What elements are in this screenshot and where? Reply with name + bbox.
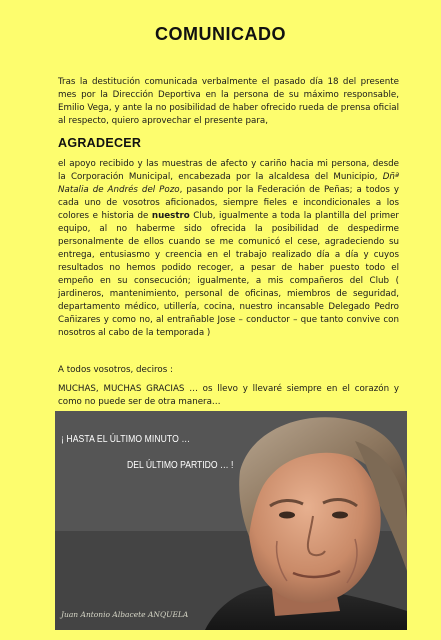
body-text-part3: Club, igualmente a toda la plantilla del primer equipo, al no haberme sido ofrecida la posibilidad de despedirme personalmente de ellos cuando se me comunicó el cese, agradeciendo su entrega, entusiasmo y creencia en el trabajo realizado día a día y cuyos resultados no hemos podido recoger, a pesar de haber puesto todo el empeño en su consecución; igualmente, a mis compañeros del Club ( jardineros, mantenimiento, personal de oficinas, miembros de seguridad, departamento médico, utillería, cocina, nuestro incansable Delegado Pedro Cañizares y como no, al entrañable Jose – conductor – que tanto convive con nosotros al cabo de la temporada ) [58, 211, 399, 338]
body-text-part1: el apoyo recibido y las muestras de afecto y cariño hacia mi persona, desde la Corporación Municipal, encabezada por la alcaldesa del Municipio, [58, 159, 399, 182]
thanks-paragraph: MUCHAS, MUCHAS GRACIAS … os llevo y llevaré siempre en el corazón y como no puede ser de otra manera… [58, 384, 399, 407]
to-all-line: A todos vosotros, deciros : [58, 365, 173, 375]
photo-credit: Juan Antonio Albacete ANQUELA [61, 610, 189, 619]
intro-paragraph: Tras la destitución comunicada verbalmente el pasado día 18 del presente mes por la Dirección Deportiva en la persona de su máximo responsable, Emilio Vega, y ante la no posibilidad de haber ofrecido rueda de prensa oficial al respecto, quiero aprovechar el presente para, [58, 77, 399, 126]
emphasis-word: nuestro [151, 211, 190, 221]
section-heading: AGRADECER [58, 136, 142, 150]
page-title: COMUNICADO [155, 24, 286, 44]
mayor-name: Dñª Natalia de Andrés del Pozo [58, 172, 399, 195]
photo-caption-line1: ¡ HASTA EL ÚLTIMO MINUTO … [61, 433, 191, 445]
portrait-photo [55, 411, 407, 630]
body-paragraph [58, 158, 399, 340]
body-text-part2: , pasando por la Federación de Peñas; a todos y cada uno de vosotros aficionados, siempre fieles e incondicionales a los colores e historia de [58, 185, 400, 221]
photo-caption-line2: DEL ÚLTIMO PARTIDO … ! [127, 459, 234, 471]
